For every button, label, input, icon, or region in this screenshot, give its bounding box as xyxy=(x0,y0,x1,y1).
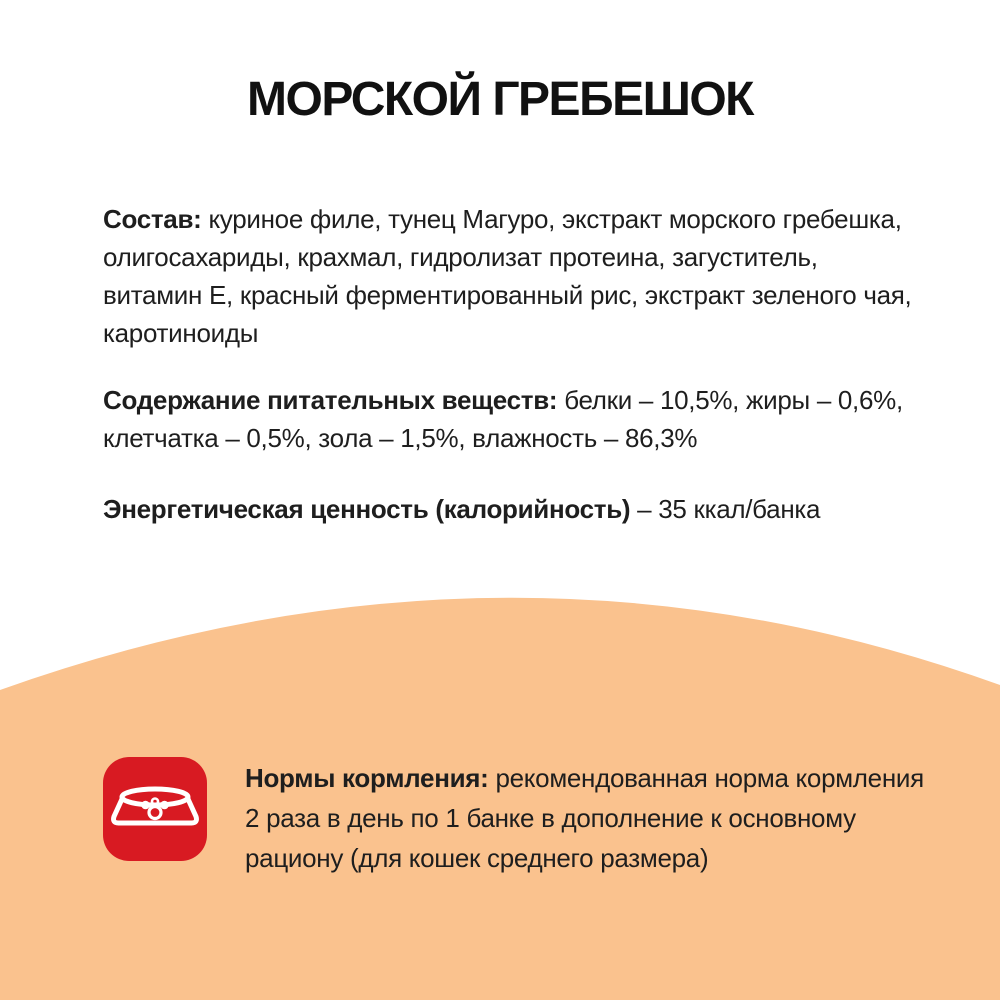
composition-line: олигосахариды, крахмал, гидролизат протеина, загуститель, xyxy=(103,242,818,272)
feeding-line: 2 раза в день по 1 банке в дополнение к основному xyxy=(245,803,856,833)
energy-paragraph xyxy=(103,490,923,528)
composition-line: каротиноиды xyxy=(103,318,259,348)
composition-text: куриное филе, тунец Магуро, экстракт морского гребешка, xyxy=(201,204,902,234)
feeding-label: Нормы кормления: xyxy=(245,763,489,793)
feeding-text: рекомендованная норма кормления xyxy=(488,763,924,793)
composition-line xyxy=(103,200,923,238)
feeding-line xyxy=(245,758,925,798)
page-title: МОРСКОЙ ГРЕБЕШОК xyxy=(247,73,753,126)
composition-label: Состав: xyxy=(103,204,202,234)
nutrients-text: белки – 10,5%, жиры – 0,6%, xyxy=(557,385,903,415)
energy-line xyxy=(103,490,923,528)
feeding-line: рациону (для кошек среднего размера) xyxy=(245,843,709,873)
energy-label: Энергетическая ценность (калорийность) xyxy=(103,494,631,524)
composition-line: витамин Е, красный ферментированный рис, экстракт зеленого чая, xyxy=(103,280,912,310)
nutrients-paragraph xyxy=(103,381,923,457)
nutrients-line xyxy=(103,381,923,419)
nutrients-line: клетчатка – 0,5%, зола – 1,5%, влажность – 86,3% xyxy=(103,423,698,453)
energy-text: – 35 ккал/банка xyxy=(630,494,821,524)
feeding-paragraph xyxy=(245,758,925,878)
nutrients-label: Содержание питательных веществ: xyxy=(103,385,558,415)
composition-paragraph xyxy=(103,200,923,352)
pet-bowl-icon xyxy=(103,757,207,861)
